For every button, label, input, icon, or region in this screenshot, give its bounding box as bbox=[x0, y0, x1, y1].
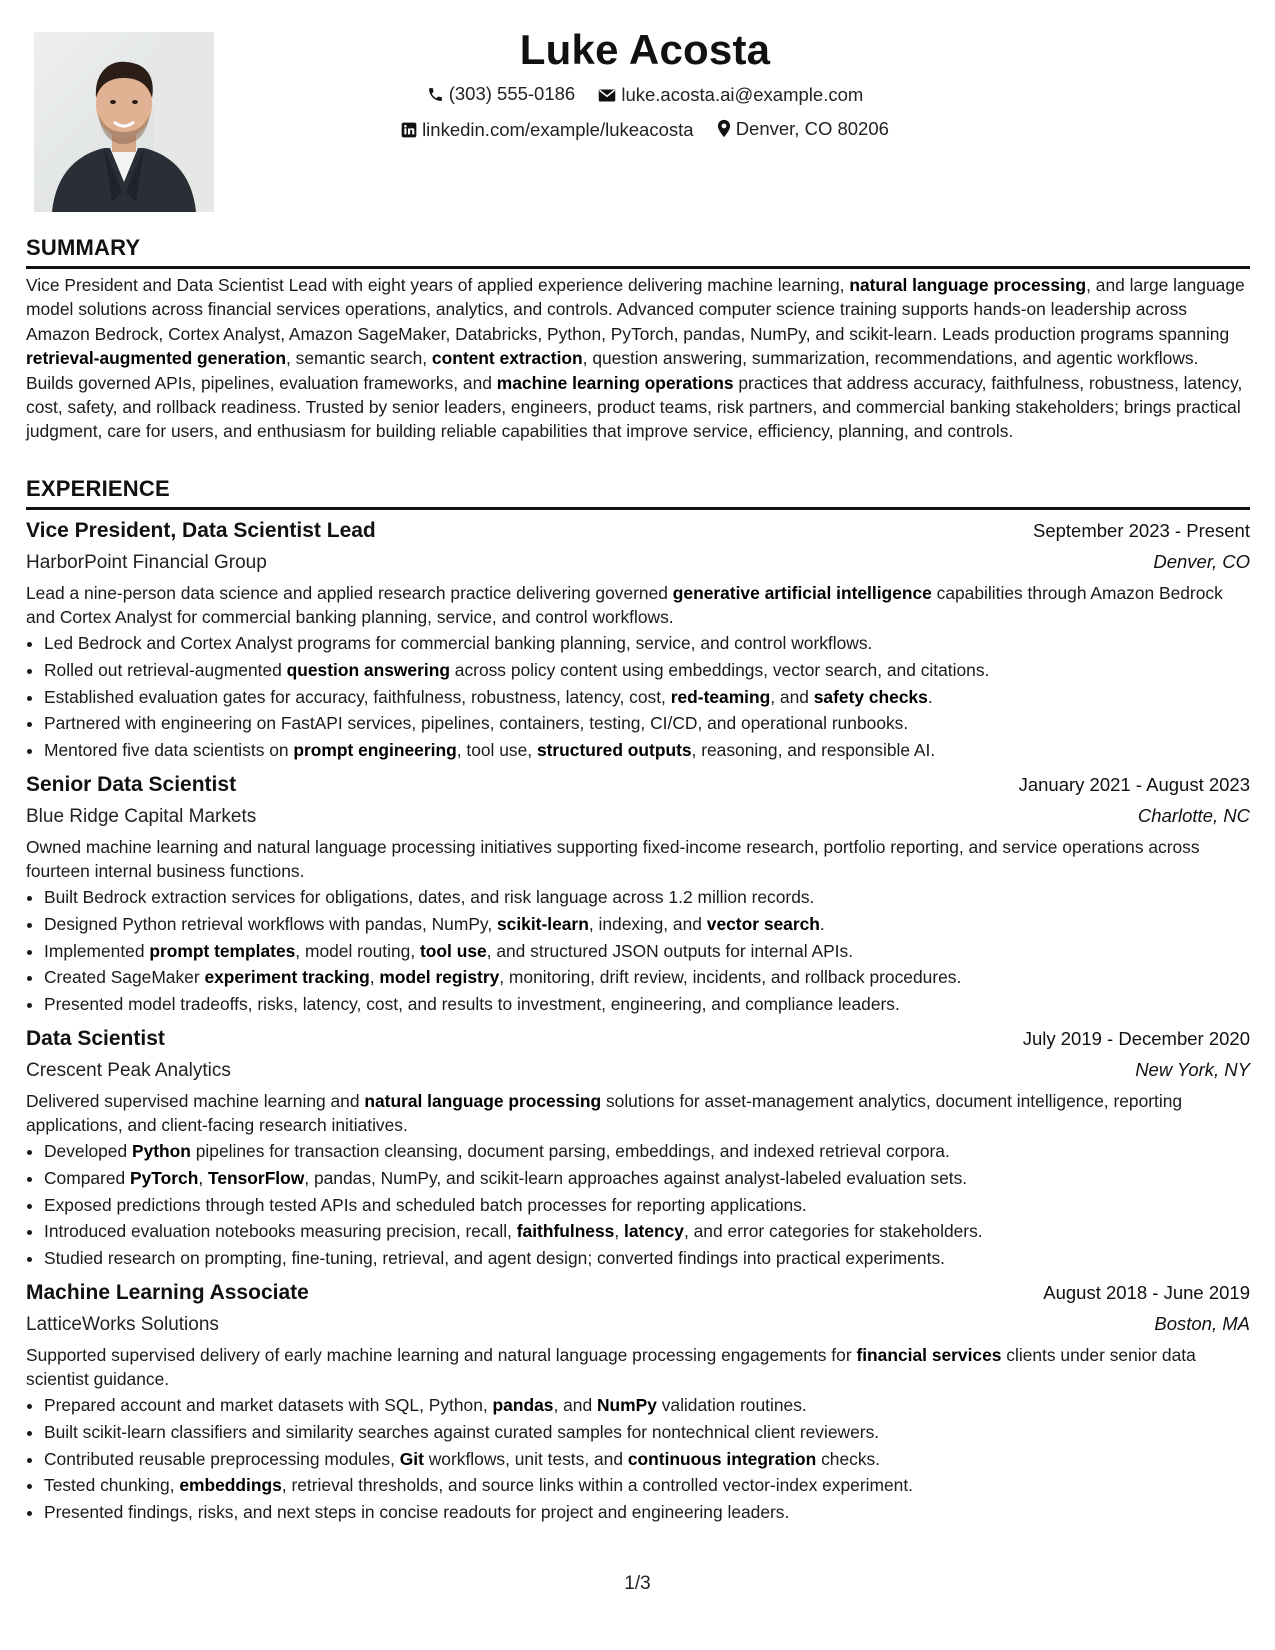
bold-keyword: natural language processing bbox=[364, 1090, 602, 1111]
bold-keyword: question answering bbox=[286, 659, 450, 680]
text-run: , and bbox=[553, 1394, 597, 1415]
text-run: Presented findings, risks, and next steps in concise readouts for project and engineering leaders. bbox=[44, 1502, 790, 1523]
job-company-row bbox=[26, 546, 1250, 579]
contact-location bbox=[717, 113, 889, 145]
bullet-item bbox=[44, 657, 1250, 684]
bullet-item bbox=[44, 684, 1250, 711]
job-company-row bbox=[26, 800, 1250, 833]
job-title: Machine Learning Associate bbox=[26, 1280, 309, 1304]
envelope-icon bbox=[598, 88, 616, 103]
job-description bbox=[26, 1089, 1250, 1137]
text-run: Supported supervised delivery of early machine learning and natural language processing engagements for bbox=[26, 1344, 857, 1365]
job-title-row bbox=[26, 516, 1250, 546]
bold-keyword: generative artificial intelligence bbox=[672, 583, 932, 603]
bold-keyword: embeddings bbox=[179, 1475, 282, 1496]
job-entry bbox=[26, 770, 1250, 1018]
bullet-item bbox=[44, 1245, 1250, 1272]
text-run: Lead a nine-person data science and applied research practice delivering governed bbox=[26, 583, 673, 603]
job-bullets bbox=[26, 884, 1250, 1018]
bold-keyword: TensorFlow bbox=[208, 1167, 305, 1188]
text-run: Delivered supervised machine learning and bbox=[26, 1090, 365, 1111]
text-run: Established evaluation gates for accuracy, faithfulness, robustness, latency, cost, bbox=[44, 686, 671, 707]
profile-photo-image bbox=[34, 32, 214, 212]
summary-section bbox=[26, 234, 1250, 444]
bullet-item bbox=[44, 630, 1250, 657]
text-run: Prepared account and market datasets with SQL, Python, bbox=[44, 1394, 493, 1415]
text-run: Built Bedrock extraction services for obligations, dates, and risk language across 1.2 million records. bbox=[44, 886, 815, 907]
bold-keyword: experiment tracking bbox=[204, 967, 370, 988]
text-run: clients under senior data scientist guidance. bbox=[26, 1344, 1196, 1389]
text-run: , indexing, and bbox=[588, 913, 707, 934]
bullet-item bbox=[44, 911, 1250, 938]
bullet-item bbox=[44, 1499, 1250, 1526]
text-run: , bbox=[198, 1167, 208, 1188]
bullet-item bbox=[44, 884, 1250, 911]
bold-keyword: prompt templates bbox=[149, 940, 296, 961]
bullet-item bbox=[44, 1419, 1250, 1446]
contact-phone bbox=[427, 78, 576, 110]
text-run: , semantic search, bbox=[285, 348, 432, 369]
bold-keyword: NumPy bbox=[596, 1394, 657, 1415]
contact-line-2 bbox=[240, 113, 1050, 149]
text-run: Introduced evaluation notebooks measuring precision, recall, bbox=[44, 1221, 517, 1242]
bold-keyword: tool use bbox=[420, 940, 487, 961]
bold-keyword: Git bbox=[399, 1448, 424, 1469]
bullet-item bbox=[44, 737, 1250, 764]
text-run: , monitoring, drift review, incidents, and rollback procedures. bbox=[499, 967, 962, 988]
job-company: HarborPoint Financial Group bbox=[26, 552, 267, 573]
text-run: Vice President and Data Scientist Lead with eight years of applied experience delivering machine learning, bbox=[26, 275, 850, 295]
text-run: . bbox=[819, 913, 825, 934]
job-company-row bbox=[26, 1054, 1250, 1087]
text-run: Presented model tradeoffs, risks, latency, cost, and results to investment, engineering, and compliance leaders. bbox=[44, 994, 900, 1015]
job-company: LatticeWorks Solutions bbox=[26, 1313, 219, 1335]
bullet-item bbox=[44, 1192, 1250, 1219]
text-run: Partnered with engineering on FastAPI services, pipelines, containers, testing, CI/CD, and operational runbooks. bbox=[44, 713, 909, 734]
text-run: Exposed predictions through tested APIs and scheduled batch processes for reporting applications. bbox=[44, 1194, 807, 1215]
text-run: Compared bbox=[44, 1167, 131, 1188]
text-run: Led Bedrock and Cortex Analyst programs for commercial banking planning, service, and control workflows. bbox=[44, 633, 873, 653]
text-run: Created SageMaker bbox=[44, 967, 205, 988]
contact-linkedin bbox=[401, 114, 693, 146]
job-title-row bbox=[26, 770, 1250, 800]
job-description bbox=[26, 1343, 1250, 1391]
text-run: , and error categories for stakeholders. bbox=[683, 1221, 983, 1242]
text-run: , and large language model solutions across financial services operations, analytics, and controls. Advanced computer science training supports hands-on leadership across Amazon Bedrock, Cortex Analyst, Amazon SageMaker, Databricks, Python, PyTorch, pandas, NumPy, and scikit-learn. Leads production programs spanning bbox=[26, 275, 1245, 344]
text-run: pipelines for transaction cleansing, document parsing, embeddings, and indexed retrieval corpora. bbox=[190, 1140, 950, 1161]
text-run: capabilities through Amazon Bedrock and Cortex Analyst for commercial banking planning, service, and control workflows. bbox=[26, 583, 1223, 627]
contact-email bbox=[598, 79, 863, 111]
job-dates: September 2023 - Present bbox=[1033, 520, 1250, 541]
email-link[interactable]: luke.acosta.ai@example.com bbox=[621, 84, 864, 105]
text-run: solutions for asset-management analytics, document intelligence, reporting applications, and client-facing research initiatives. bbox=[26, 1090, 1183, 1135]
bold-keyword: scikit-learn bbox=[497, 913, 589, 934]
bold-keyword: financial services bbox=[856, 1344, 1002, 1365]
job-title: Vice President, Data Scientist Lead bbox=[26, 519, 376, 542]
bold-keyword: Python bbox=[131, 1140, 191, 1161]
bold-keyword: content extraction bbox=[431, 348, 583, 369]
text-run: Developed bbox=[44, 1140, 132, 1161]
text-run: practices that address accuracy, faithfulness, robustness, latency, cost, safety, and rollback readiness. Trusted by senior leaders, engineers, product teams, risk partners, and commercial banking stakeholders; brings practical judgment, care for users, and enthusiasm for building reliable capabilities that improve service, efficiency, planning, and controls. bbox=[26, 372, 1243, 442]
bullet-item bbox=[44, 710, 1250, 737]
bullet-item bbox=[44, 1446, 1250, 1473]
bold-keyword: faithfulness bbox=[516, 1221, 615, 1242]
summary-heading: SUMMARY bbox=[26, 234, 1250, 269]
text-run: Rolled out retrieval-augmented bbox=[44, 659, 287, 680]
job-location: New York, NY bbox=[1135, 1058, 1250, 1080]
bullet-item bbox=[44, 1138, 1250, 1165]
job-location: Boston, MA bbox=[1154, 1312, 1250, 1334]
bold-keyword: model registry bbox=[379, 967, 500, 988]
bold-keyword: retrieval-augmented generation bbox=[26, 348, 286, 369]
job-company: Crescent Peak Analytics bbox=[26, 1059, 231, 1081]
summary-paragraph bbox=[26, 273, 1250, 444]
resume-header bbox=[240, 22, 1050, 148]
map-pin-icon bbox=[717, 119, 731, 138]
text-run: , and structured JSON outputs for internal APIs. bbox=[486, 940, 854, 961]
bold-keyword: vector search bbox=[706, 913, 820, 934]
job-title-row bbox=[26, 1278, 1250, 1308]
linkedin-icon bbox=[401, 122, 417, 138]
bullet-item bbox=[44, 1472, 1250, 1499]
candidate-name: Luke Acosta bbox=[519, 26, 771, 73]
bullet-item bbox=[44, 1392, 1250, 1419]
text-run: , question answering, summarization, recommendations, and agentic workflows. Builds governed APIs, pipelines, evaluation frameworks, and bbox=[26, 348, 1199, 393]
text-run: across policy content using embeddings, vector search, and citations. bbox=[449, 659, 990, 680]
bold-keyword: safety checks bbox=[813, 686, 928, 707]
bullet-item bbox=[44, 1218, 1250, 1245]
bold-keyword: latency bbox=[624, 1221, 684, 1242]
text-run: , bbox=[369, 967, 380, 988]
bold-keyword: pandas bbox=[492, 1394, 554, 1415]
text-run: , and bbox=[770, 686, 814, 707]
linkedin-link[interactable]: linkedin.com/example/lukeacosta bbox=[422, 119, 694, 140]
job-bullets bbox=[26, 1392, 1250, 1526]
text-run: Owned machine learning and natural language processing initiatives supporting fixed-income research, portfolio reporting, and service operations across fourteen internal business functions. bbox=[26, 836, 1200, 881]
text-run: Designed Python retrieval workflows with pandas, NumPy, bbox=[44, 913, 497, 934]
page-number: 1/3 bbox=[624, 1573, 651, 1594]
job-description bbox=[26, 581, 1250, 629]
experience-list bbox=[26, 516, 1250, 1526]
bold-keyword: machine learning operations bbox=[496, 372, 734, 393]
text-run: , pandas, NumPy, and scikit-learn approaches against analyst-labeled evaluation sets. bbox=[304, 1167, 968, 1188]
phone-icon bbox=[427, 86, 444, 103]
contact-line-1 bbox=[240, 78, 1050, 113]
job-dates: August 2018 - June 2019 bbox=[1043, 1281, 1250, 1303]
job-description bbox=[26, 835, 1250, 883]
location-text: Denver, CO 80206 bbox=[735, 117, 889, 139]
text-run: checks. bbox=[816, 1448, 881, 1469]
bullet-item bbox=[44, 964, 1250, 991]
text-run: . bbox=[927, 686, 933, 707]
job-entry bbox=[26, 516, 1250, 764]
bold-keyword: red-teaming bbox=[670, 686, 771, 707]
job-title-row bbox=[26, 1024, 1250, 1054]
text-run: Built scikit-learn classifiers and similarity searches against curated samples for nontechnical client reviewers. bbox=[44, 1421, 880, 1442]
text-run: Mentored five data scientists on bbox=[44, 740, 294, 761]
text-run: Contributed reusable preprocessing modules, bbox=[44, 1448, 400, 1469]
bold-keyword: natural language processing bbox=[849, 275, 1087, 295]
text-run: , retrieval thresholds, and source links within a controlled vector-index experiment. bbox=[281, 1475, 913, 1496]
job-title: Data Scientist bbox=[26, 1026, 165, 1050]
job-location: Denver, CO bbox=[1153, 551, 1250, 572]
text-run: , tool use, bbox=[456, 740, 537, 761]
text-run: , bbox=[614, 1221, 624, 1242]
text-run: Implemented bbox=[44, 940, 150, 961]
bold-keyword: structured outputs bbox=[536, 740, 692, 761]
bullet-item bbox=[44, 991, 1250, 1018]
text-run: Studied research on prompting, fine-tuning, retrieval, and agent design; converted findings into practical experiments. bbox=[44, 1248, 945, 1269]
text-run: workflows, unit tests, and bbox=[423, 1448, 628, 1469]
text-run: validation routines. bbox=[656, 1394, 807, 1415]
job-dates: July 2019 - December 2020 bbox=[1022, 1027, 1250, 1049]
profile-photo bbox=[34, 32, 214, 212]
bold-keyword: prompt engineering bbox=[293, 740, 457, 761]
job-title: Senior Data Scientist bbox=[26, 772, 237, 796]
experience-heading: EXPERIENCE bbox=[26, 475, 1250, 510]
bullet-item bbox=[44, 1165, 1250, 1192]
text-run: Tested chunking, bbox=[44, 1475, 180, 1496]
job-entry bbox=[26, 1024, 1250, 1272]
text-run: , model routing, bbox=[295, 940, 420, 961]
experience-section bbox=[26, 475, 1250, 1526]
job-dates: January 2021 - August 2023 bbox=[1018, 773, 1250, 795]
bullet-item bbox=[44, 938, 1250, 965]
job-company: Blue Ridge Capital Markets bbox=[26, 805, 257, 827]
phone-text[interactable]: (303) 555-0186 bbox=[448, 83, 576, 104]
job-bullets bbox=[26, 630, 1250, 764]
text-run: , reasoning, and responsible AI. bbox=[691, 740, 936, 761]
bold-keyword: PyTorch bbox=[130, 1167, 199, 1188]
job-company-row bbox=[26, 1308, 1250, 1341]
job-entry bbox=[26, 1278, 1250, 1526]
job-location: Charlotte, NC bbox=[1137, 804, 1250, 826]
job-bullets bbox=[26, 1138, 1250, 1272]
bold-keyword: continuous integration bbox=[627, 1448, 817, 1469]
